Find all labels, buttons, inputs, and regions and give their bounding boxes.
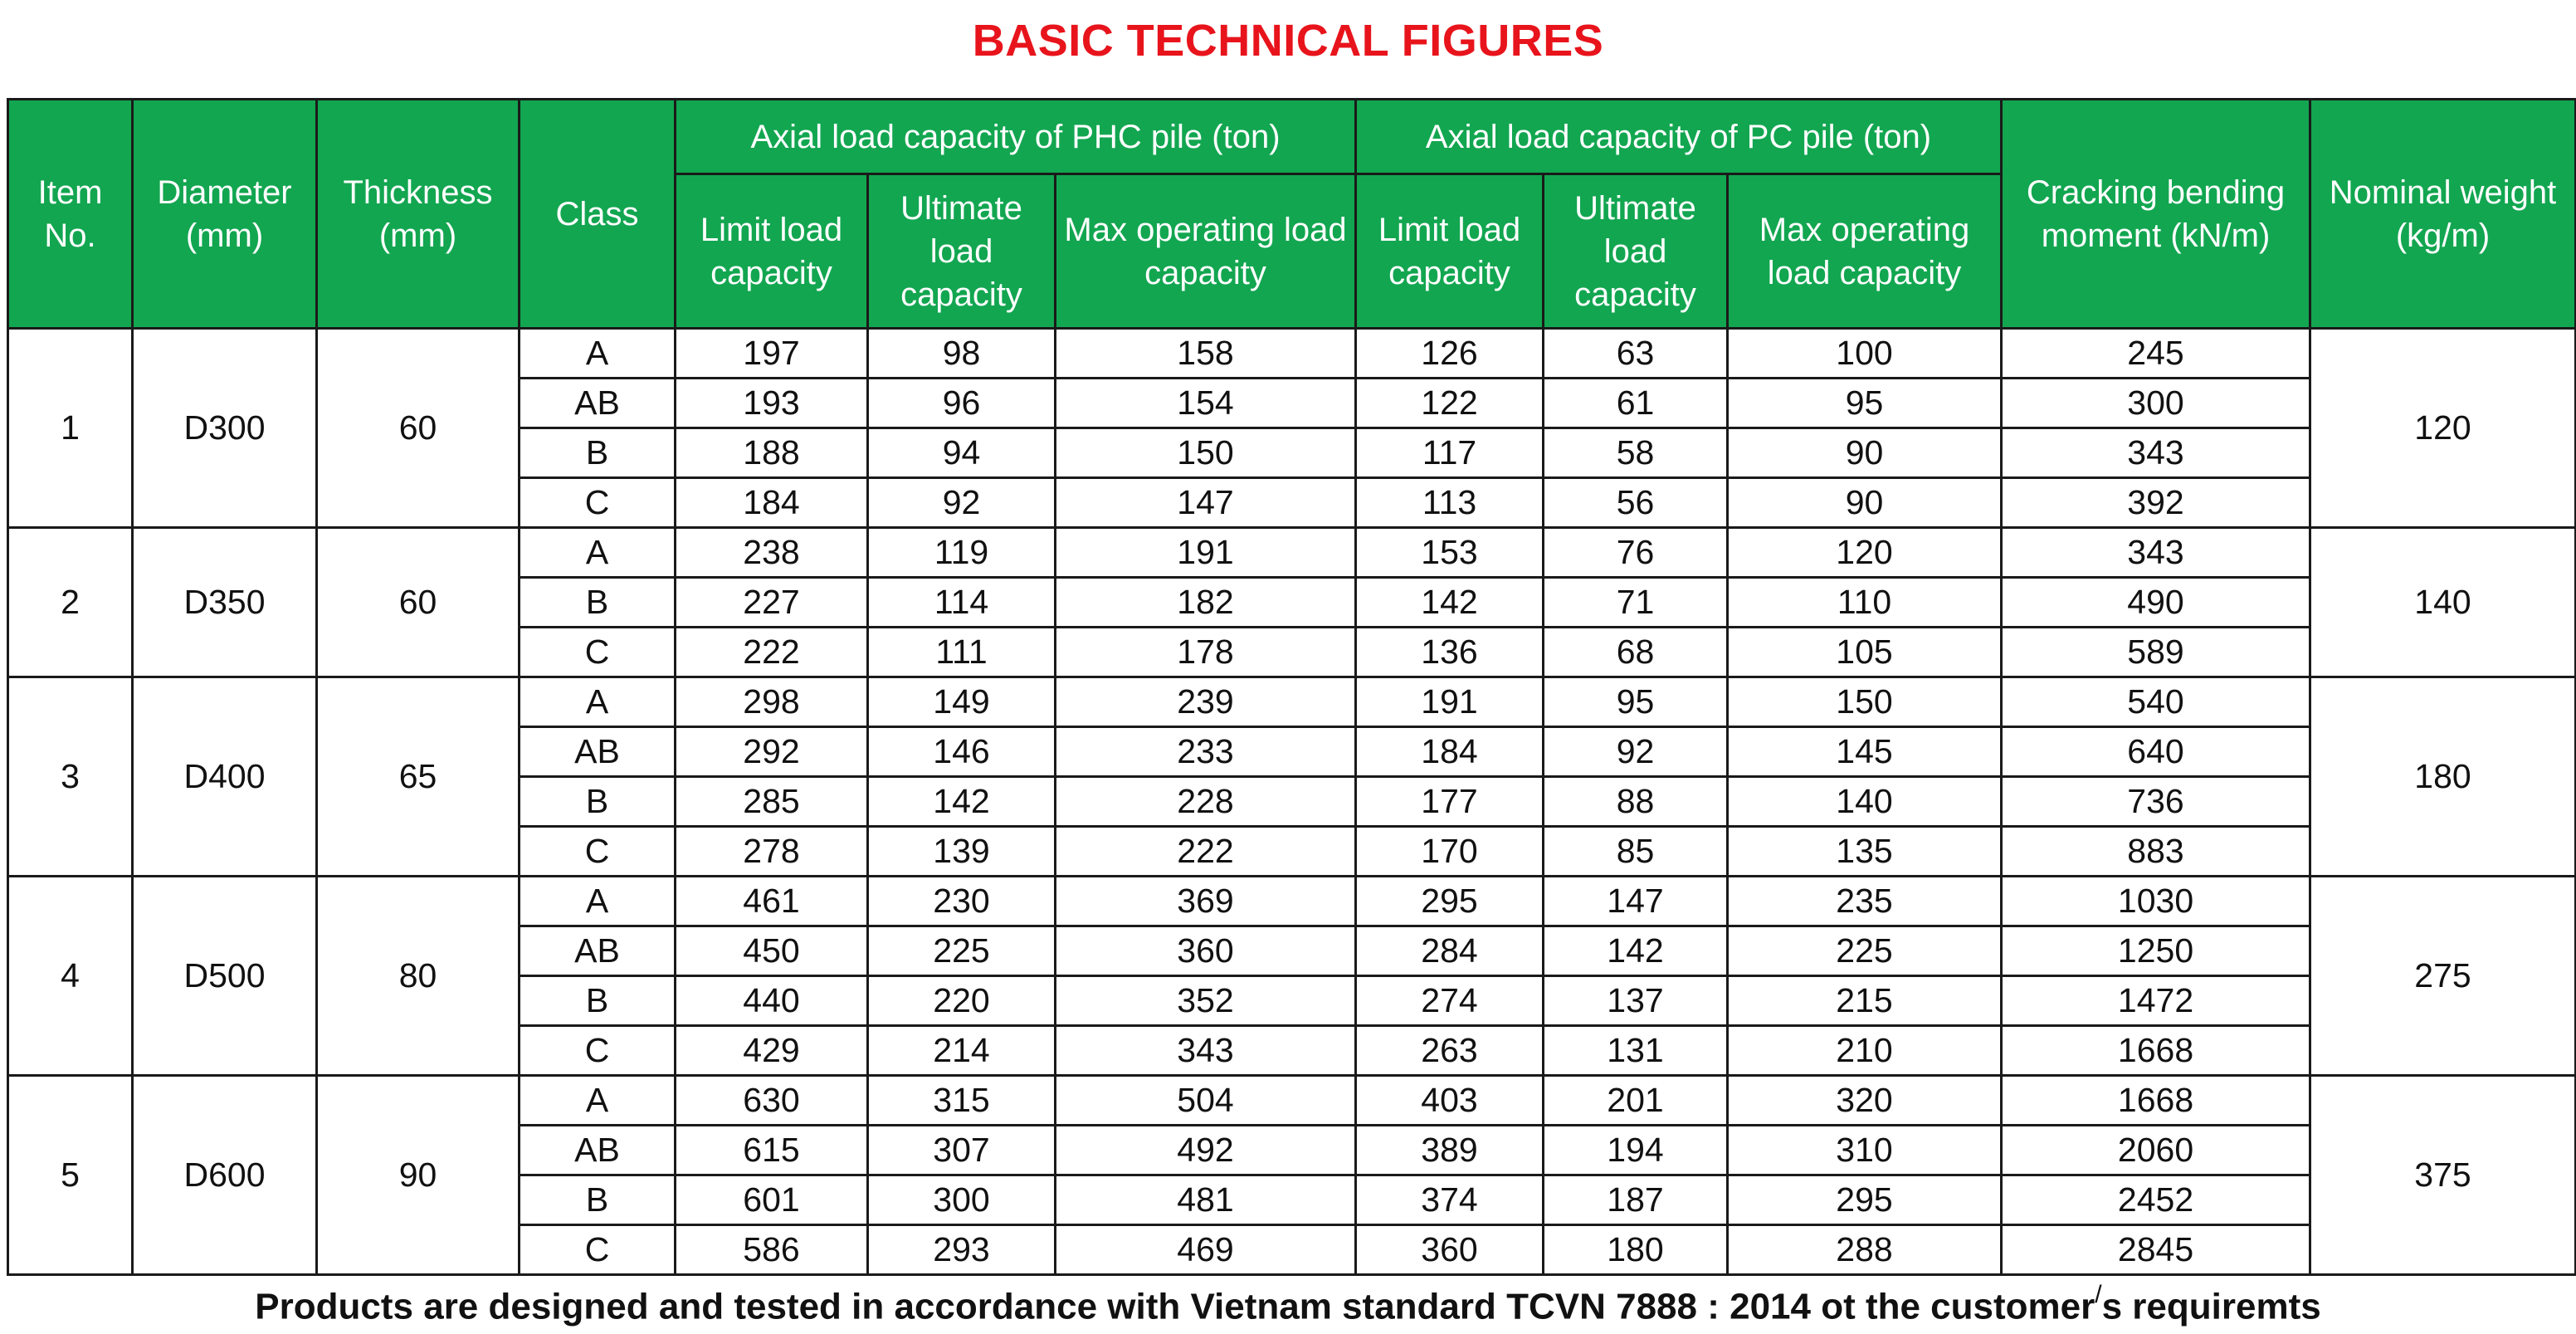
header-pc-ultimate: Ultimate load capacity: [1544, 174, 1728, 329]
thickness-cell: 60: [317, 528, 520, 677]
class-cell: B: [520, 777, 676, 827]
header-nominal-weight: Nominal weight (kg/m): [2310, 100, 2576, 329]
phc-limit-cell: 440: [676, 976, 868, 1026]
header-pc-limit: Limit load capacity: [1356, 174, 1544, 329]
phc-ultimate-cell: 114: [868, 578, 1056, 628]
pc-limit-cell: 263: [1356, 1026, 1544, 1076]
phc-max-operating-cell: 150: [1056, 428, 1356, 478]
pc-ultimate-cell: 61: [1544, 379, 1728, 428]
class-cell: B: [520, 428, 676, 478]
cracking-moment-cell: 343: [2002, 528, 2310, 578]
page-title: BASIC TECHNICAL FIGURES: [972, 16, 1604, 66]
table-row: [8, 877, 2576, 926]
thickness-cell: 60: [317, 329, 520, 528]
standard-footnote: [0, 1272, 2576, 1325]
header-thickness: Thickness (mm): [317, 100, 520, 329]
pc-ultimate-cell: 187: [1544, 1175, 1728, 1225]
header-cracking-moment: Cracking bending moment (kN/m): [2002, 100, 2310, 329]
pc-ultimate-cell: 180: [1544, 1225, 1728, 1275]
cracking-moment-cell: 2452: [2002, 1175, 2310, 1225]
class-cell: AB: [520, 379, 676, 428]
class-cell: C: [520, 1026, 676, 1076]
class-cell: AB: [520, 1126, 676, 1175]
item-no-cell: 5: [8, 1076, 133, 1275]
phc-ultimate-cell: 315: [868, 1076, 1056, 1126]
class-cell: AB: [520, 727, 676, 777]
phc-max-operating-cell: 481: [1056, 1175, 1356, 1225]
cracking-moment-cell: 1472: [2002, 976, 2310, 1026]
phc-ultimate-cell: 92: [868, 478, 1056, 528]
phc-ultimate-cell: 146: [868, 727, 1056, 777]
pc-limit-cell: 117: [1356, 428, 1544, 478]
phc-limit-cell: 429: [676, 1026, 868, 1076]
pc-max-operating-cell: 310: [1728, 1126, 2002, 1175]
nominal-weight-cell: 375: [2310, 1076, 2576, 1275]
pc-limit-cell: 170: [1356, 827, 1544, 877]
diameter-cell: D350: [133, 528, 317, 677]
pc-limit-cell: 126: [1356, 329, 1544, 379]
pc-max-operating-cell: 105: [1728, 628, 2002, 677]
phc-ultimate-cell: 293: [868, 1225, 1056, 1275]
phc-ultimate-cell: 307: [868, 1126, 1056, 1175]
phc-max-operating-cell: 233: [1056, 727, 1356, 777]
pc-max-operating-cell: 210: [1728, 1026, 2002, 1076]
phc-max-operating-cell: 228: [1056, 777, 1356, 827]
pc-limit-cell: 374: [1356, 1175, 1544, 1225]
pc-max-operating-cell: 295: [1728, 1175, 2002, 1225]
diameter-cell: D600: [133, 1076, 317, 1275]
pc-limit-cell: 113: [1356, 478, 1544, 528]
class-cell: B: [520, 1175, 676, 1225]
phc-ultimate-cell: 300: [868, 1175, 1056, 1225]
cracking-moment-cell: 589: [2002, 628, 2310, 677]
pc-ultimate-cell: 95: [1544, 677, 1728, 727]
header-class: Class: [520, 100, 676, 329]
pc-ultimate-cell: 194: [1544, 1126, 1728, 1175]
table-body: [8, 329, 2576, 1275]
pc-limit-cell: 284: [1356, 926, 1544, 976]
item-no-cell: 1: [8, 329, 133, 528]
class-cell: C: [520, 478, 676, 528]
cracking-moment-cell: 1668: [2002, 1026, 2310, 1076]
pc-max-operating-cell: 145: [1728, 727, 2002, 777]
cracking-moment-cell: 736: [2002, 777, 2310, 827]
pc-limit-cell: 389: [1356, 1126, 1544, 1175]
pc-ultimate-cell: 56: [1544, 478, 1728, 528]
table-row: [8, 1076, 2576, 1126]
pc-ultimate-cell: 137: [1544, 976, 1728, 1026]
phc-limit-cell: 461: [676, 877, 868, 926]
nominal-weight-cell: 275: [2310, 877, 2576, 1076]
cracking-moment-cell: 343: [2002, 428, 2310, 478]
thickness-cell: 90: [317, 1076, 520, 1275]
phc-limit-cell: 298: [676, 677, 868, 727]
class-cell: C: [520, 1225, 676, 1275]
header-item-no: Item No.: [8, 100, 133, 329]
phc-ultimate-cell: 139: [868, 827, 1056, 877]
phc-limit-cell: 238: [676, 528, 868, 578]
header-pc-max-operating: Max operating load capacity: [1728, 174, 2002, 329]
cracking-moment-cell: 245: [2002, 329, 2310, 379]
phc-max-operating-cell: 504: [1056, 1076, 1356, 1126]
pc-max-operating-cell: 90: [1728, 428, 2002, 478]
cracking-moment-cell: 540: [2002, 677, 2310, 727]
pc-limit-cell: 122: [1356, 379, 1544, 428]
pc-limit-cell: 295: [1356, 877, 1544, 926]
pc-ultimate-cell: 131: [1544, 1026, 1728, 1076]
pc-ultimate-cell: 88: [1544, 777, 1728, 827]
footnote-apostrophe: /: [2095, 1281, 2102, 1308]
cracking-moment-cell: 1668: [2002, 1076, 2310, 1126]
phc-ultimate-cell: 119: [868, 528, 1056, 578]
pc-max-operating-cell: 288: [1728, 1225, 2002, 1275]
thickness-cell: 65: [317, 677, 520, 877]
pc-ultimate-cell: 142: [1544, 926, 1728, 976]
pc-max-operating-cell: 235: [1728, 877, 2002, 926]
phc-limit-cell: 193: [676, 379, 868, 428]
pc-max-operating-cell: 320: [1728, 1076, 2002, 1126]
pc-ultimate-cell: 85: [1544, 827, 1728, 877]
class-cell: A: [520, 877, 676, 926]
pc-max-operating-cell: 215: [1728, 976, 2002, 1026]
nominal-weight-cell: 180: [2310, 677, 2576, 877]
cracking-moment-cell: 2845: [2002, 1225, 2310, 1275]
phc-max-operating-cell: 352: [1056, 976, 1356, 1026]
cracking-moment-cell: 392: [2002, 478, 2310, 528]
phc-ultimate-cell: 230: [868, 877, 1056, 926]
phc-limit-cell: 450: [676, 926, 868, 976]
phc-max-operating-cell: 222: [1056, 827, 1356, 877]
phc-ultimate-cell: 98: [868, 329, 1056, 379]
pc-max-operating-cell: 225: [1728, 926, 2002, 976]
class-cell: C: [520, 628, 676, 677]
phc-ultimate-cell: 96: [868, 379, 1056, 428]
footnote-text-before: Products are designed and tested in accordance with Vietnam standard TCVN 7888 : 2014 ot the customer: [255, 1286, 2095, 1327]
phc-max-operating-cell: 147: [1056, 478, 1356, 528]
pc-ultimate-cell: 92: [1544, 727, 1728, 777]
table-row: [8, 528, 2576, 578]
class-cell: AB: [520, 926, 676, 976]
table-row: [8, 329, 2576, 379]
pc-max-operating-cell: 90: [1728, 478, 2002, 528]
cracking-moment-cell: 490: [2002, 578, 2310, 628]
pc-ultimate-cell: 58: [1544, 428, 1728, 478]
class-cell: A: [520, 329, 676, 379]
phc-limit-cell: 222: [676, 628, 868, 677]
cracking-moment-cell: 1250: [2002, 926, 2310, 976]
pc-limit-cell: 191: [1356, 677, 1544, 727]
header-phc-limit: Limit load capacity: [676, 174, 868, 329]
pc-limit-cell: 403: [1356, 1076, 1544, 1126]
pc-limit-cell: 184: [1356, 727, 1544, 777]
pc-ultimate-cell: 147: [1544, 877, 1728, 926]
phc-max-operating-cell: 182: [1056, 578, 1356, 628]
class-cell: A: [520, 528, 676, 578]
phc-max-operating-cell: 191: [1056, 528, 1356, 578]
technical-figures-table: [7, 98, 2576, 1276]
cracking-moment-cell: 883: [2002, 827, 2310, 877]
pc-ultimate-cell: 201: [1544, 1076, 1728, 1126]
diameter-cell: D500: [133, 877, 317, 1076]
phc-max-operating-cell: 360: [1056, 926, 1356, 976]
nominal-weight-cell: 140: [2310, 528, 2576, 677]
cracking-moment-cell: 2060: [2002, 1126, 2310, 1175]
pc-limit-cell: 177: [1356, 777, 1544, 827]
pc-limit-cell: 153: [1356, 528, 1544, 578]
technical-table-container: [7, 98, 2574, 1276]
pc-limit-cell: 136: [1356, 628, 1544, 677]
header-diameter: Diameter (mm): [133, 100, 317, 329]
class-cell: A: [520, 677, 676, 727]
phc-limit-cell: 197: [676, 329, 868, 379]
pc-max-operating-cell: 100: [1728, 329, 2002, 379]
phc-max-operating-cell: 369: [1056, 877, 1356, 926]
pc-limit-cell: 142: [1356, 578, 1544, 628]
pc-max-operating-cell: 150: [1728, 677, 2002, 727]
item-no-cell: 4: [8, 877, 133, 1076]
cracking-moment-cell: 640: [2002, 727, 2310, 777]
header-pc-group: Axial load capacity of PC pile (ton): [1356, 100, 2002, 174]
phc-max-operating-cell: 492: [1056, 1126, 1356, 1175]
phc-limit-cell: 630: [676, 1076, 868, 1126]
class-cell: B: [520, 578, 676, 628]
phc-ultimate-cell: 149: [868, 677, 1056, 727]
phc-limit-cell: 188: [676, 428, 868, 478]
phc-ultimate-cell: 94: [868, 428, 1056, 478]
header-phc-max-operating: Max operating load capacity: [1056, 174, 1356, 329]
item-no-cell: 3: [8, 677, 133, 877]
class-cell: C: [520, 827, 676, 877]
pc-ultimate-cell: 76: [1544, 528, 1728, 578]
phc-max-operating-cell: 158: [1056, 329, 1356, 379]
pc-max-operating-cell: 135: [1728, 827, 2002, 877]
table-header: [8, 100, 2576, 329]
phc-max-operating-cell: 469: [1056, 1225, 1356, 1275]
cracking-moment-cell: 300: [2002, 379, 2310, 428]
phc-max-operating-cell: 178: [1056, 628, 1356, 677]
header-row-1: [8, 100, 2576, 174]
pc-ultimate-cell: 63: [1544, 329, 1728, 379]
phc-limit-cell: 285: [676, 777, 868, 827]
phc-ultimate-cell: 220: [868, 976, 1056, 1026]
phc-limit-cell: 586: [676, 1225, 868, 1275]
phc-ultimate-cell: 142: [868, 777, 1056, 827]
item-no-cell: 2: [8, 528, 133, 677]
pc-max-operating-cell: 95: [1728, 379, 2002, 428]
phc-max-operating-cell: 343: [1056, 1026, 1356, 1076]
phc-max-operating-cell: 154: [1056, 379, 1356, 428]
pc-ultimate-cell: 68: [1544, 628, 1728, 677]
header-phc-ultimate: Ultimate load capacity: [868, 174, 1056, 329]
pc-max-operating-cell: 110: [1728, 578, 2002, 628]
table-row: [8, 677, 2576, 727]
pc-max-operating-cell: 120: [1728, 528, 2002, 578]
diameter-cell: D400: [133, 677, 317, 877]
header-phc-group: Axial load capacity of PHC pile (ton): [676, 100, 1356, 174]
class-cell: B: [520, 976, 676, 1026]
phc-ultimate-cell: 225: [868, 926, 1056, 976]
pc-ultimate-cell: 71: [1544, 578, 1728, 628]
thickness-cell: 80: [317, 877, 520, 1076]
pc-limit-cell: 274: [1356, 976, 1544, 1026]
phc-limit-cell: 601: [676, 1175, 868, 1225]
diameter-cell: D300: [133, 329, 317, 528]
footnote-text-after: s requiremts: [2101, 1286, 2321, 1327]
phc-max-operating-cell: 239: [1056, 677, 1356, 727]
class-cell: A: [520, 1076, 676, 1126]
phc-limit-cell: 184: [676, 478, 868, 528]
phc-ultimate-cell: 214: [868, 1026, 1056, 1076]
pc-max-operating-cell: 140: [1728, 777, 2002, 827]
phc-limit-cell: 227: [676, 578, 868, 628]
phc-limit-cell: 278: [676, 827, 868, 877]
cracking-moment-cell: 1030: [2002, 877, 2310, 926]
phc-limit-cell: 292: [676, 727, 868, 777]
pc-limit-cell: 360: [1356, 1225, 1544, 1275]
phc-limit-cell: 615: [676, 1126, 868, 1175]
phc-ultimate-cell: 111: [868, 628, 1056, 677]
nominal-weight-cell: 120: [2310, 329, 2576, 528]
